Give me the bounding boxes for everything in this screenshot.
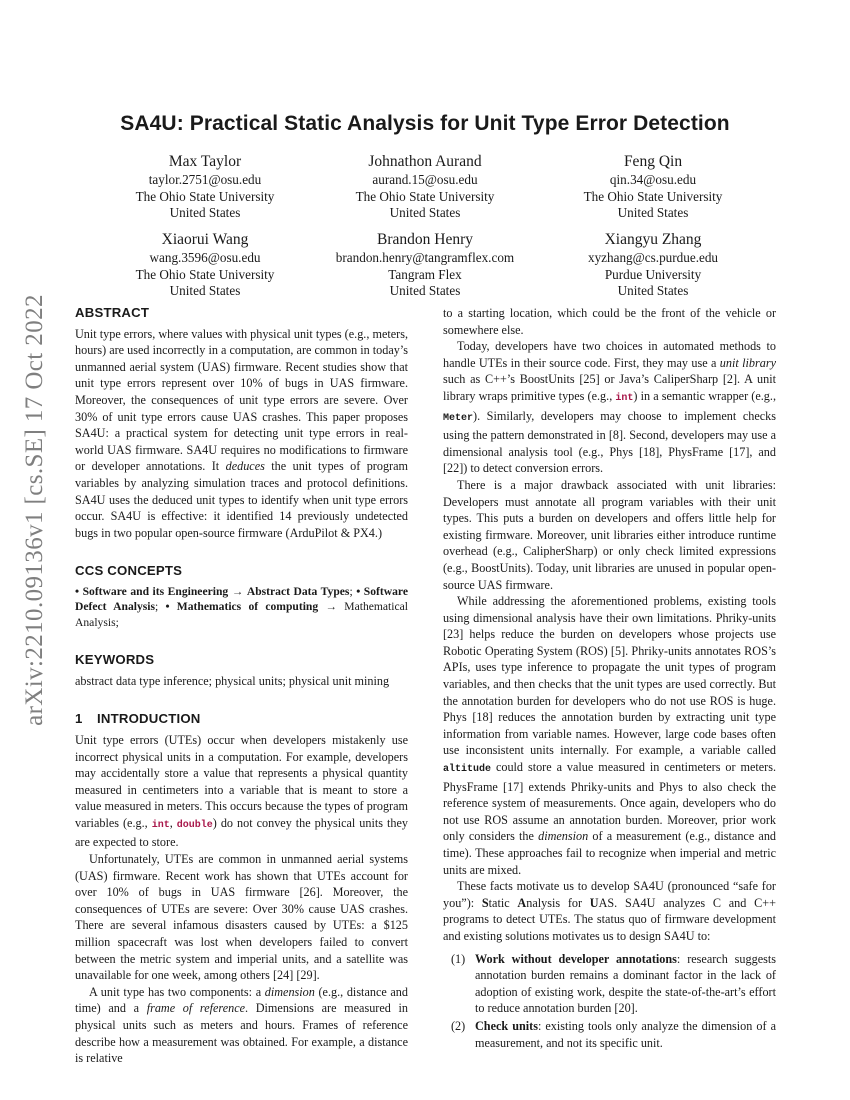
intro-heading: 1 INTRODUCTION <box>75 711 201 727</box>
author-affiliation: Purdue University <box>604 266 702 282</box>
author-email[interactable]: xyzhang@cs.purdue.edu <box>587 250 719 265</box>
ccs-heading: CCS CONCEPTS <box>75 563 183 579</box>
left-column <box>75 305 408 1067</box>
list-item: (2) Check units: existing tools only analyze the dimension of a measurement, and not its specific unit. <box>451 1018 776 1050</box>
abstract-text: Unit type errors, where values with physical unit types (e.g., meters, hours) are used incorrectly in a computation, are common in today’s unmanned aerial system (UAS) firmware. Recent studies show that unit type errors represent over 10% of bugs in UAS firmware. Moreover, the consequences of unit type errors are severe. Over 30% of unit type errors cause UAS crashes. This paper proposes SA4U: a practical system for detecting unit type errors in real-world UAS firmware. SA4U requires no modifications to firmware or developer annotations. It deduces the unit types of program variables by analyzing simulation traces and protocol definitions. SA4U uses the deduced unit types to identify when unit type errors occur. SA4U is effective: it identified 14 previously undetected bugs in two popular open-source firmware (ArduPilot & PX4.) <box>75 326 409 540</box>
body-paragraph: While addressing the aforementioned problems, existing tools using dimensional analysis have their own limitations. Phriky-units [23] helps reduce the burden on developers whose projects use Robotic Operating System (ROS) [5]. Phriky-units annotates ROS’s APIs, uses type inference to propagate the unit types of program variables, and then checks that the unit types are used correctly. But the annotation burden for developers who do not use ROS is huge. Phys [18] reduces the annotation burden by extracting unit type information from variable names. However, large code bases often use inconsistent units internally. For example, a variable called altitude could store a value measured in centimeters or meters. PhysFrame [17] extends Phriky-units and Phys to also check the reference system of measurements. Once again, developers who do not use ROS assume an annotation burden. Moreover, prior work only considers the dimension of a measurement (e.g., distance and time). These approaches fail to recognize when imperial and metric units are mixed. <box>443 594 777 877</box>
keywords-text: abstract data type inference; physical units; physical unit mining <box>75 673 390 688</box>
body-paragraph: Today, developers have two choices in automated methods to handle UTEs in their source code. First, they may use a unit library such as C++’s BoostUnits [25] or Java’s CaliperSharp [2]. A unit library wraps primitive types (e.g., int) in a semantic wrapper (e.g., Meter). Similarly, developers may choose to implement checks using the pattern demonstrated in [8]. Second, developers may use a dimensional analysis tool (e.g., Phys [18], PhysFrame [17], and [22]) to detect conversion errors. <box>443 339 776 476</box>
intro-paragraph: Unfortunately, UTEs are common in unmanned aerial systems (UAS) firmware. Recent work has shown that UTEs account for over 10% of bugs in UAS firmware [26]. Moreover, the consequences of UTEs are severe: Over 30% cause UAS crashes. There are several infamous disasters caused by UTEs: a $125 million spacecraft was lost when developers failed to convert between the metric system and imperial units, and a satellite was unavailable for one week, among others [24] [29]. <box>75 852 408 983</box>
goals-list <box>443 951 776 1052</box>
body-paragraph: These facts motivate us to develop SA4U (pronounced “safe for you”): Static Analysis for UAS. SA4U analyzes C and C++ programs to detect UTEs. The status quo of firmware development and existing solutions motivates us to design SA4U to: <box>443 879 776 943</box>
author-email[interactable]: qin.34@osu.edu <box>609 172 697 187</box>
author-country: United States <box>617 205 689 220</box>
body-paragraph: There is a major drawback associated with unit libraries: Developers must annotate all program variables with their unit types. This puts a burden on developers and offers little help for existing firmware. Moreover, unit libraries either introduce runtime overhead (e.g., CalipherSharp) or only check limited expressions (e.g., BoostUnits). Today, unit libraries are unused in popular open-source UAS firmware. <box>443 477 776 592</box>
author-email[interactable]: wang.3596@osu.edu <box>149 250 261 265</box>
author-email[interactable]: aurand.15@osu.edu <box>372 172 478 187</box>
list-item: (1) Work without developer annotations: research suggests annotation burden remains a dominant factor in the lack of adoption of existing work, despite the state-of-the-art’s effort to reduce annotation burden [20]. <box>451 951 776 1016</box>
arxiv-identifier: arXiv:2210.09136v1 [cs.SE] 17 Oct 2022 <box>21 294 48 726</box>
author-affiliation: The Ohio State University <box>583 188 723 204</box>
keywords-heading: KEYWORDS <box>75 652 155 668</box>
author-country: United States <box>169 283 241 298</box>
author-affiliation: The Ohio State University <box>135 266 275 282</box>
author-name: Xiaorui Wang <box>161 231 249 248</box>
author-email[interactable]: brandon.henry@tangramflex.com <box>335 250 515 265</box>
abstract-heading: ABSTRACT <box>75 305 150 320</box>
author-affiliation: The Ohio State University <box>135 188 275 204</box>
paper-title: SA4U: Practical Static Analysis for Unit Type Error Detection <box>120 112 730 135</box>
author-block <box>523 230 783 300</box>
ccs-concepts-text: • Software and its Engineering → Abstract Data Types; • Software Defect Analysis; • Mathematics of computing → Mathematical Analysis; <box>75 584 409 629</box>
author-name: Xiangyu Zhang <box>604 231 702 248</box>
intro-paragraph: Unit type errors (UTEs) occur when developers mistakenly use incorrect physical units in a computation. For example, developers may accidentally store a value that represents a physical quantity measured in centimeters into a variable that is meant to store a value measured in meters. This occurs because the types of program variables (e.g., int, double) do not convey the physical units they are expected to store. <box>75 732 408 850</box>
author-name: Brandon Henry <box>377 231 473 248</box>
author-name: Max Taylor <box>168 153 242 170</box>
author-country: United States <box>617 283 689 298</box>
author-email[interactable]: taylor.2751@osu.edu <box>148 172 262 187</box>
body-paragraph: to a starting location, which could be the front of the vehicle or somewhere else. <box>443 306 776 337</box>
author-block <box>523 152 783 222</box>
intro-paragraph: A unit type has two components: a dimension (e.g., distance and time) and a frame of reference. Dimensions are measured in physical units such as meters and hours. Frames of reference describe how a measurement was obtained. For example, a distance is relative <box>75 984 408 1066</box>
author-block <box>295 152 555 222</box>
author-country: United States <box>169 205 241 220</box>
author-country: United States <box>389 205 461 220</box>
right-column <box>443 305 776 1052</box>
author-country: United States <box>389 283 461 298</box>
author-block <box>295 230 555 300</box>
author-name: Feng Qin <box>623 153 683 170</box>
arxiv-sidebar <box>10 294 60 726</box>
author-affiliation: Tangram Flex <box>388 266 462 282</box>
author-affiliation: The Ohio State University <box>355 188 495 204</box>
author-name: Johnathon Aurand <box>368 153 482 170</box>
